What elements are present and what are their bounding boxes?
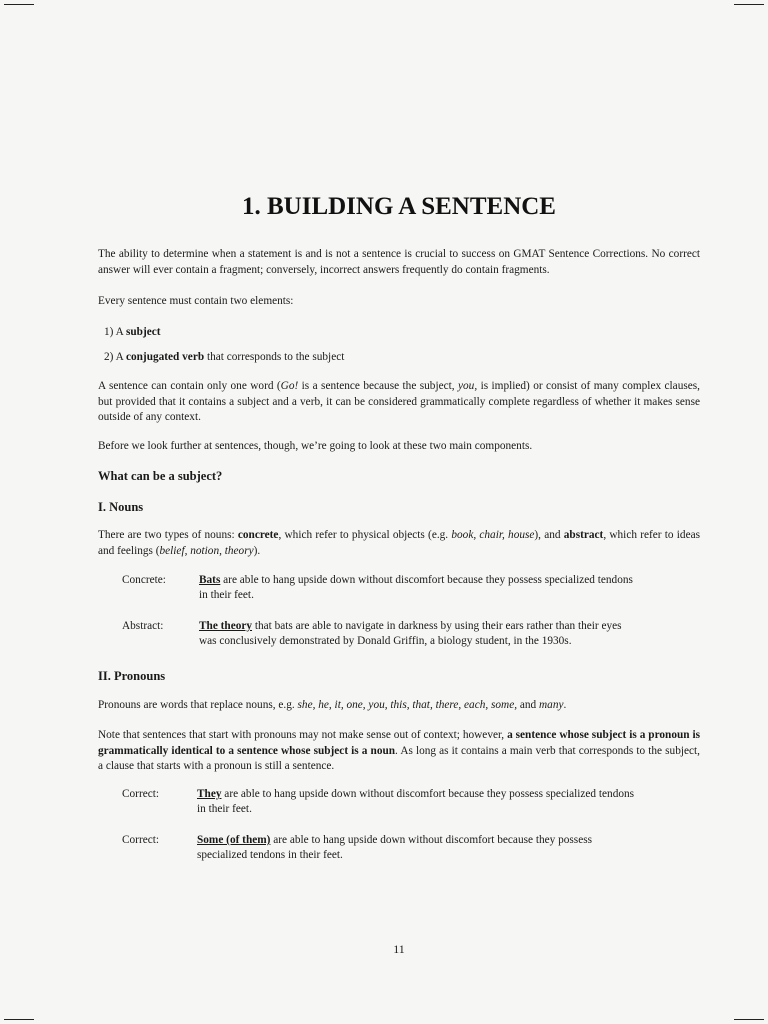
example-some-label: Correct:	[122, 834, 160, 846]
element-item-2-number: 2) A	[104, 351, 126, 363]
nouns-paragraph	[98, 528, 700, 559]
note-text-a: Note that sentences that start with pronouns may not make sense out of context; however,	[98, 729, 508, 741]
heading-pronouns: II. Pronouns	[98, 669, 166, 683]
intro-line-2: No correct answer will ever contain a fragment; conversely, incorrect answers frequently do contain fragments.	[98, 248, 701, 276]
example-abstract-subject: The theory	[199, 620, 253, 632]
example-some-subject: Some (of them)	[197, 834, 271, 846]
nouns-text-b: , which refer to physical objects (e.g.	[278, 529, 452, 541]
crop-mark-top-right	[734, 4, 764, 5]
element-item-1	[104, 325, 161, 340]
crop-mark-bottom-right	[734, 1019, 764, 1020]
page-number: 11	[393, 942, 405, 956]
example-they-text	[197, 787, 637, 817]
before-paragraph: Before we look further at sentences, though, we’re going to look at these two main components.	[98, 440, 533, 452]
example-some-text	[197, 833, 637, 863]
heading-nouns: I. Nouns	[98, 500, 144, 514]
elements-intro: Every sentence must contain two elements:	[98, 295, 294, 307]
intro-line-1: The ability to determine when a statement is and is not a sentence is crucial to success on GMAT Sentence Corrections.	[98, 248, 649, 260]
nouns-text-e: ).	[253, 544, 261, 557]
nouns-text-d: , which refer to ideas and feelings (	[98, 529, 701, 557]
note-bold-rule: a sentence whose subject is a pronoun is grammatically identical to a sentence whose subject is a noun	[98, 729, 701, 757]
nouns-term-abstract: abstract	[563, 529, 604, 541]
element-item-2-term: conjugated verb	[125, 351, 205, 363]
element-item-1-term: subject	[125, 326, 161, 338]
example-concrete-subject: Bats	[199, 574, 221, 586]
one-word-text-c: is implied) or consist of many complex clauses, but provided that it contains a subject and a verb, it can be considered grammatically complete regardless of whether it makes sense outside of any context.	[98, 380, 700, 423]
example-they-rest: are able to hang upside down without discomfort because they possess specialized tendons in their feet.	[197, 788, 635, 815]
chapter-title: 1. BUILDING A SENTENCE	[242, 193, 556, 220]
example-abstract-rest: that bats are able to navigate in darkness by using their ears rather than their eyes was conclusively demonstrated by Donald Griffin, a biology student, in the 1930s.	[199, 620, 622, 647]
one-word-example-go: Go!	[280, 380, 299, 392]
pronouns-text-a: Pronouns are words that replace nouns, e.g.	[98, 699, 298, 711]
nouns-abstract-examples: belief, notion, theory	[159, 544, 254, 557]
example-they-subject: They	[197, 788, 222, 800]
heading-what-can-be-subject: What can be a subject?	[98, 469, 223, 483]
one-word-example-you: you,	[458, 380, 478, 392]
nouns-term-concrete: concrete	[237, 529, 279, 541]
pronouns-text-c: .	[563, 699, 567, 711]
example-abstract-label: Abstract:	[122, 620, 164, 632]
element-item-2	[104, 350, 344, 365]
pronouns-list: she, he, it, one, you, this, that, there, each, some,	[297, 699, 518, 711]
nouns-concrete-examples: book, chair, house	[451, 529, 535, 541]
nouns-text-c: ), and	[534, 529, 564, 541]
one-word-paragraph	[98, 379, 700, 426]
example-abstract-text	[199, 619, 639, 649]
element-item-1-number: 1) A	[104, 326, 126, 338]
note-paragraph	[98, 728, 700, 775]
one-word-text-b: is a sentence because the subject,	[298, 380, 459, 392]
pronouns-text-b: and	[517, 699, 540, 711]
pronouns-paragraph	[98, 698, 700, 714]
crop-mark-top-left	[4, 4, 34, 5]
nouns-text-a: There are two types of nouns:	[98, 529, 238, 541]
example-concrete-rest: are able to hang upside down without discomfort because they possess specialized tendons in their feet.	[199, 574, 633, 601]
one-word-text-a: A sentence can contain only one word (	[98, 380, 281, 392]
example-concrete-label: Concrete:	[122, 574, 166, 586]
example-concrete-text	[199, 573, 639, 603]
intro-paragraph	[98, 247, 700, 278]
example-they-label: Correct:	[122, 788, 160, 800]
example-some-rest: are able to hang upside down without discomfort because they possess specialized tendons in their feet.	[197, 834, 592, 861]
pronouns-many: many	[539, 699, 564, 711]
note-text-b: . As long as it contains a main verb that corresponds to the subject, a clause that starts with a pronoun is still a sentence.	[98, 744, 700, 772]
element-item-2-rest: that corresponds to the subject	[204, 351, 345, 363]
crop-mark-bottom-left	[4, 1019, 34, 1020]
